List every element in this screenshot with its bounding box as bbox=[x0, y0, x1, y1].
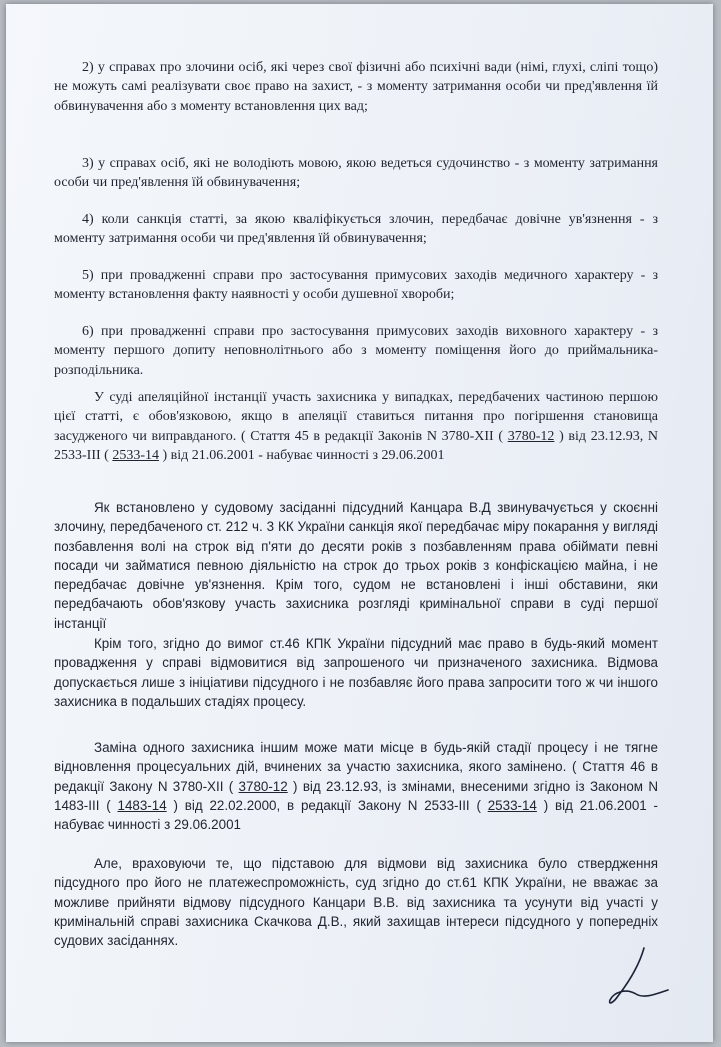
replacement-text-3: ) від 22.02.2000, в редакції Закону N 2533-III ( bbox=[166, 797, 488, 813]
paragraph-item-4: 4) коли санкція статті, за якою кваліфікується злочин, передбачає довічне ув'язнення - з моменту затримання особи чи пред'явлення їй обвинувачення; bbox=[54, 212, 658, 247]
replacement-text-1: Заміна одного захисника іншим може мати місце в будь-якій стадії процесу і не тягне відновлення процесуальних дій, вчинених за участю захисника, якого замінено. ( Стаття 46 в редакції Закону N 3780-XII ( bbox=[54, 740, 658, 794]
law-link-2533-14[interactable]: 2533-14 bbox=[112, 447, 159, 463]
paragraph-item-3: 3) у справах осіб, які не володіють мовою, якою ведеться судочинство - з моменту затримання особи чи пред'явлення їй обвинувачення; bbox=[54, 156, 658, 191]
paragraph-defender-replacement bbox=[54, 738, 658, 834]
signature-icon bbox=[596, 944, 671, 1014]
replacement-text-2: ) від 23.12.93, із змінами, внесеними згідно із Законом N 1483-III ( bbox=[54, 778, 658, 813]
appeal-text-3: ) від 21.06.2001 - набуває чинності з 29.06.2001 bbox=[158, 447, 445, 463]
law-link-2533-14-b[interactable]: 2533-14 bbox=[487, 797, 537, 813]
law-link-3780-12[interactable]: 3780-12 bbox=[507, 428, 555, 444]
paragraph-item-6: 6) при провадженні справи про застосування примусових заходів виховного характеру - з моменту першого допиту неповнолітнього або з моменту поміщення його до приймальника-розподільника. bbox=[54, 324, 658, 378]
law-link-3780-12-b[interactable]: 3780-12 bbox=[238, 778, 288, 794]
paragraph-refusal-right: Крім того, згідно до вимог ст.46 КПК України підсудний має право в будь-який момент провадження у справі відмовитися від запрошеного чи призначеного захисника. Відмова допускається лише з ініціативи підсудного і не позбавляє його права запросити того ж чи іншого захисника в подальших стадіях процесу. bbox=[54, 636, 658, 709]
paragraph-item-2: 2) у справах про злочини осіб, які через свої фізичні або психічні вади (німі, глухі, сліпі тощо) не можуть самі реалізувати своє право на захист, - з моменту затримання особи чи пред'явлення їй обвинувачення або з моменту встановлення цих вад; bbox=[54, 60, 658, 114]
paragraph-conclusion: Але, враховуючи те, що підставою для відмови від захисника було ствердження підсудного про його не платежеспроможність, суд згідно до ст.61 КПК України, не вважає за можливе прийняти відмову підсудного Канцари В.В. від захисника та усунути від участі у кримінальній справі захисника Скачкова Д.В., який захищав інтереси підсудного у попередніх судових засіданнях. bbox=[54, 856, 658, 949]
replacement-text-4: ) від 21.06.2001 - набуває чинності з 29.06.2001 bbox=[54, 797, 658, 833]
appeal-text-1: У суді апеляційної інстанції участь захисника у випадках, передбачених частиною першою цієї статті, є обов'язковою, якщо в апеляції ставиться питання про погіршення становища засудженого чи виправданого. ( Стаття 45 в редакції Законів N 3780-XII ( bbox=[54, 390, 658, 444]
document-page bbox=[6, 4, 713, 1042]
paragraph-item-5: 5) при провадженні справи про застосування примусових заходів медичного характеру - з моменту встановлення факту наявності у особи душевної хвороби; bbox=[54, 268, 658, 303]
appeal-text-2: ) від 23.12.93, N 2533-III ( bbox=[54, 428, 658, 463]
law-link-1483-14[interactable]: 1483-14 bbox=[117, 797, 167, 813]
paragraph-appeal-instance bbox=[54, 388, 658, 465]
paragraph-court-established: Як встановлено у судовому засіданні підсудний Канцара В.Д звинувачується у скоєнні злочину, передбаченого ст. 212 ч. 3 КК України санкція якої передбачає міру покарання у вигляді позбавлення волі на строк від п'яти до десяти років з позбавленням права обіймати певні посади чи займатися певною діяльністю на строк до трьох років з конфіскацією майна, і не передбачає довічне ув'язнення. Крім того, судом не встановлені і інші обставини, яки передбачають обов'язкову участь захисника розгляді кримінальної справи в суді першої інстанції bbox=[54, 500, 658, 631]
